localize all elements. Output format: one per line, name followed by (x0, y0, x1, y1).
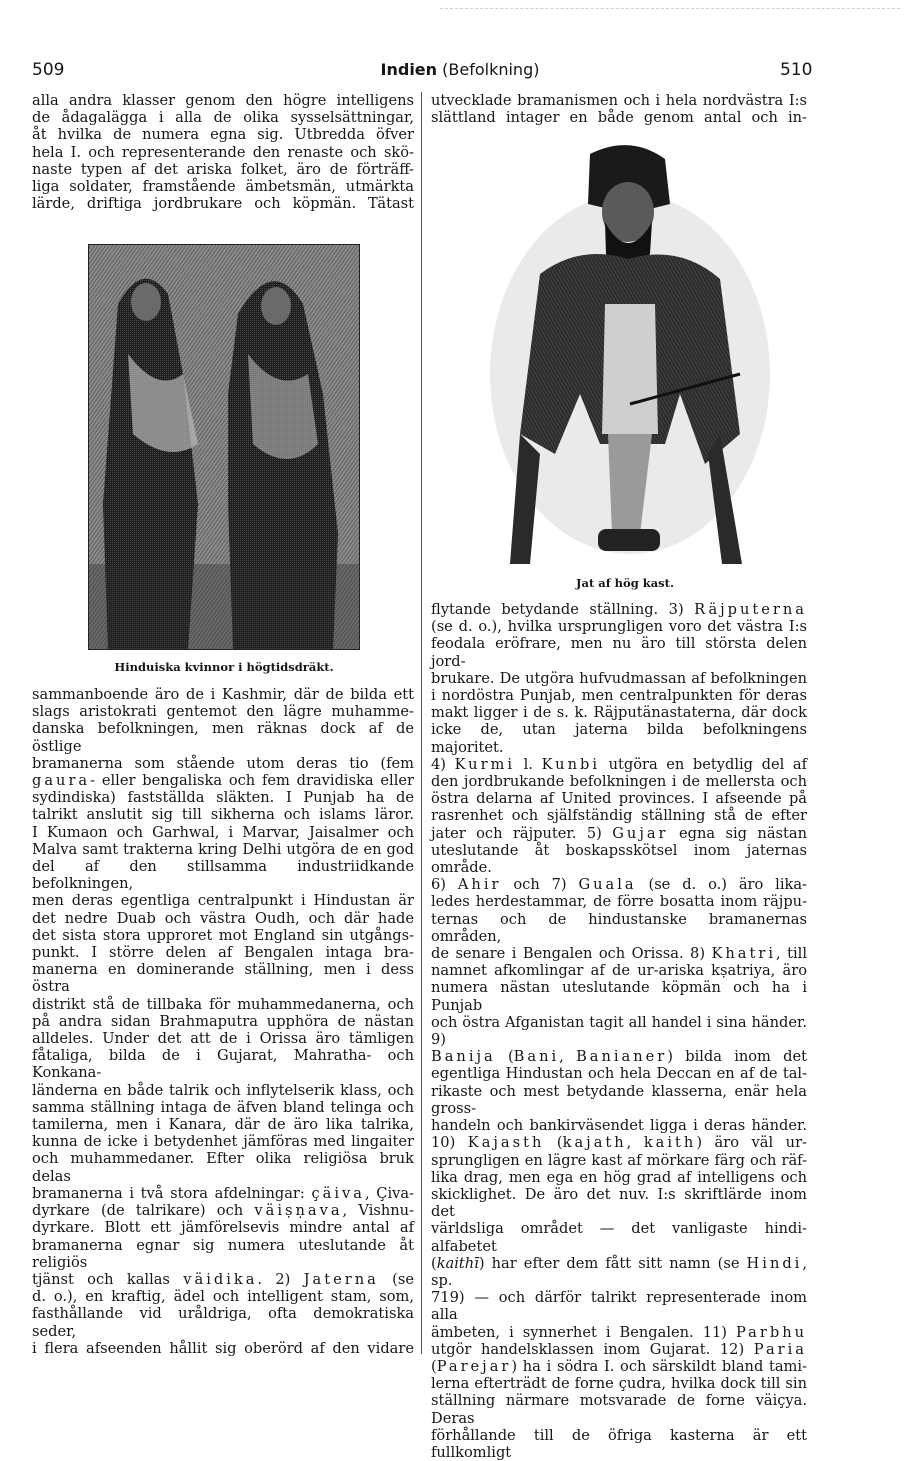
text-line: (kaithī) har efter dem fått sitt namn (se Hindi, sp. (431, 1254, 807, 1289)
text-line: det sista stora upproret mot England sin utgångs- (32, 926, 414, 944)
text-line: d. o.), en kraftig, ädel och intelligent stam, som, (32, 1288, 414, 1306)
text-line: 6) Ahir och 7) Guala (se d. o.) äro lika- (431, 876, 807, 894)
spaced-term: Räjputerna (694, 601, 807, 618)
text-line: dyrkare (de talrikare) och väiṣṇava, Vishnu- (32, 1202, 414, 1220)
running-header-title: Indien (380, 60, 438, 79)
spaced-term: Bani (513, 1048, 560, 1066)
text-line: feodala eröfrare, men nu äro till största delen jord- (431, 635, 807, 670)
spaced-term: çäiva (311, 1184, 365, 1202)
text-line: i flera afseenden hållit sig oberörd af den vidare (32, 1339, 414, 1357)
right-column-body-text (431, 601, 807, 1461)
spaced-term: Kunbi (541, 755, 600, 773)
text-line: numera nästan uteslutande köpmän och ha i Punjab (431, 979, 807, 1014)
column-divider (421, 92, 422, 1354)
spaced-term: Khatri (711, 945, 777, 963)
spaced-term: väiṣṇava (254, 1202, 343, 1220)
text-line: rikaste och mest betydande klasserna, enär hela gross- (431, 1082, 807, 1117)
text-line: men deras egentliga centralpunkt i Hindustan är (32, 892, 414, 910)
text-line: gaura- eller bengaliska och fem dravidiska eller (32, 772, 414, 790)
text-line: fasthållande vid uråldriga, ofta demokratiska seder, (32, 1305, 414, 1340)
text-line: den jordbrukande befolkningen i de mellersta och (431, 773, 807, 791)
caption-jat-man: Jat af hög kast. (576, 576, 674, 590)
figure-hindu-women (88, 244, 360, 650)
text-line: distrikt stå de tillbaka för muhammedanerna, och (32, 995, 414, 1013)
text-line: brukare. De utgöra hufvudmassan af befolkningen (431, 669, 807, 687)
text-line: alla andra klasser genom den högre intelligens (32, 92, 414, 109)
text-line: 4) Kurmi l. Kunbi utgöra en betydlig del af (431, 755, 807, 773)
text-line: slättland intager en både genom antal och in- (431, 109, 807, 127)
text-line: uteslutande åt boskapsskötsel inom jaternas område. (431, 841, 807, 877)
spaced-term: Kajasth (467, 1134, 545, 1152)
spaced-term: Jaterna (303, 1270, 379, 1288)
text-line: lärde, driftiga jordbrukare och köpmän. Tätast (32, 195, 414, 213)
text-line: ledes herdestammar, de förre bosatta inom räjpu- (431, 893, 807, 911)
text-line: länderna en både talrik och inflytelserik klass, och (32, 1081, 414, 1099)
text-line: liga soldater, framstående ämbetsmän, utmärkta (32, 178, 414, 196)
text-line: de ådagalägga i alla de olika sysselsättningar, (32, 109, 414, 127)
text-line: åt hvilka de numera egna sig. Utbredda öfver (32, 126, 414, 144)
jat-man-engraving (480, 134, 770, 570)
text-line: ternas och de hindustanske bramanernas områden, (431, 910, 807, 945)
text-line: världsliga området — det vanligaste hindi-alfabetet (431, 1220, 807, 1255)
text-line: (se d. o.), hvilka ursprungligen voro det västra I:s (431, 618, 807, 636)
text-line: förhållande till de öfriga kasterna är ett fullkomligt (431, 1426, 807, 1461)
spaced-term: kaith (643, 1134, 697, 1152)
spaced-term: Hindi (746, 1254, 803, 1272)
spaced-term: Parbhu (736, 1323, 807, 1341)
text-line: ämbeten, i synnerhet i Bengalen. 11) Parbhu (431, 1323, 807, 1341)
text-line: dyrkare. Blott ett jämförelsevis mindre antal af (32, 1219, 414, 1237)
text-line: hela I. och representerande den renaste och skö- (32, 143, 414, 161)
text-line: de senare i Bengalen och Orissa. 8) Khatri, till (431, 945, 807, 963)
text-line: Malva samt trakterna kring Delhi utgöra de en god (32, 840, 414, 858)
text-line: lika drag, men ega en hög grad af intelligens och (431, 1168, 807, 1186)
text-line: I Kumaon och Garhwal, i Marvar, Jaisalmer och (32, 823, 414, 841)
text-line: egentliga Hindustan och hela Deccan en af de tal- (431, 1065, 807, 1083)
text-line: och muhammedaner. Efter olika religiösa bruk delas (32, 1150, 414, 1185)
spaced-term: Kurmi (454, 755, 516, 773)
right-column-top-text (431, 92, 807, 126)
text-line: sydindiska) fastställda släkten. I Punjab ha de (32, 789, 414, 807)
text-line: i nordöstra Punjab, men centralpunkten för deras (431, 687, 807, 705)
text-line: naste typen af det ariska folket, äro de förträff- (32, 160, 414, 178)
italic-term: kaithī (436, 1254, 479, 1272)
page-number-left: 509 (32, 60, 65, 80)
caption-hindu-women: Hinduiska kvinnor i högtidsdräkt. (114, 660, 334, 674)
spaced-term: Banija (431, 1048, 496, 1066)
spaced-term: gaura (32, 772, 91, 790)
left-column-body-text (32, 686, 414, 1357)
text-line: icke de, utan jaterna bilda befolkningens majoritet. (431, 721, 807, 756)
text-line: och östra Afganistan tagit all handel i sina händer. 9) (431, 1013, 807, 1049)
text-line: danska befolkningen, men räknas dock af de östlige (32, 720, 414, 755)
text-line: (Parejar) ha i södra I. och särskildt bland tami- (431, 1357, 807, 1375)
running-header-subtitle: (Befolkning) (442, 60, 540, 79)
text-line: jater och räjputer. 5) Gujar egna sig nästan (431, 824, 807, 842)
left-column-top-text (32, 92, 414, 212)
text-line: fåtaliga, bilda de i Gujarat, Mahratha- och Konkana- (32, 1047, 414, 1082)
figure-jat-man (480, 134, 770, 570)
text-line: skicklighet. De äro det nuv. I:s skriftlärde inom det (431, 1185, 807, 1221)
spaced-term: kajath (562, 1134, 627, 1152)
text-line: 719) — och därför talrikt representerade inom alla (431, 1289, 807, 1324)
text-line: bramanerna egnar sig numera uteslutande åt religiös (32, 1236, 414, 1271)
text-line: handeln och bankirväsendet ligga i deras händer. (431, 1117, 807, 1135)
text-line: del af den stillsamma industriidkande befolkningen, (32, 858, 414, 893)
spaced-term: Gujar (612, 824, 669, 842)
text-line: sammanboende äro de i Kashmir, där de bilda ett (32, 686, 414, 703)
text-line: på andra sidan Brahmaputra upphöra de nästan (32, 1012, 414, 1030)
text-line: talrikt anslutit sig till sikherna och islams läror. (32, 806, 414, 824)
text-line: flytande betydande ställning. 3) Räjputerna (431, 601, 807, 618)
text-line: slags aristokrati gentemot den lägre muhamme- (32, 703, 414, 721)
text-line: sprungligen en lägre kast af mörkare färg och räf- (431, 1151, 807, 1169)
spaced-term: Ahir (457, 876, 502, 894)
text-line: namnet afkomlingar af de ur-ariska kṣatriya, äro (431, 962, 807, 980)
page-number-right: 510 (780, 60, 813, 80)
spaced-term: Guala (578, 876, 637, 894)
text-line: ställning närmare motsvarade de forne väiçya. Deras (431, 1392, 807, 1427)
text-line: makt ligger i de s. k. Räjputänastaterna, där dock (431, 704, 807, 722)
text-line: östra delarna af United provinces. I afseende på (431, 790, 807, 808)
text-line: bramanerna i två stora afdelningar: çäiva, Çiva- (32, 1184, 414, 1202)
text-line: tjänst och kallas väidika. 2) Jaterna (se (32, 1270, 414, 1288)
text-line: kunna de icke i betydenhet jämföras med lingaiter (32, 1133, 414, 1151)
spaced-term: Parejar (436, 1357, 512, 1375)
text-line: Banija (Bani, Banianer) bilda inom det (431, 1048, 807, 1066)
text-line: alldeles. Under det att de i Orissa äro tämligen (32, 1030, 414, 1048)
top-dashed-rule (440, 8, 900, 9)
text-line: det nedre Duab och västra Oudh, och där hade (32, 909, 414, 927)
text-line: utvecklade bramanismen och i hela nordvästra I:s (431, 92, 807, 109)
text-line: samma ställning intaga de äfven bland telinga och (32, 1098, 414, 1116)
hindu-women-engraving (88, 244, 360, 650)
spaced-term: Banianer (576, 1048, 668, 1066)
text-line: utgör handelsklassen inom Gujarat. 12) Paria (431, 1340, 807, 1358)
text-line: manerna en dominerande ställning, men i dess östra (32, 961, 414, 996)
text-line: tamilerna, men i Kanara, där de äro lika talrika, (32, 1116, 414, 1134)
text-line: lerna efterträdt de forne çudra, hvilka dock till sin (431, 1375, 807, 1393)
text-line: bramanerna som stående utom deras tio (fem (32, 754, 414, 772)
text-line: rasrenhet och själfständig ställning stå de efter (431, 807, 807, 825)
spaced-term: Paria (753, 1340, 807, 1358)
spaced-term: väidika (183, 1270, 258, 1288)
text-line: 10) Kajasth (kajath, kaith) äro väl ur- (431, 1134, 807, 1152)
text-line: punkt. I större delen af Bengalen intaga bra- (32, 944, 414, 962)
